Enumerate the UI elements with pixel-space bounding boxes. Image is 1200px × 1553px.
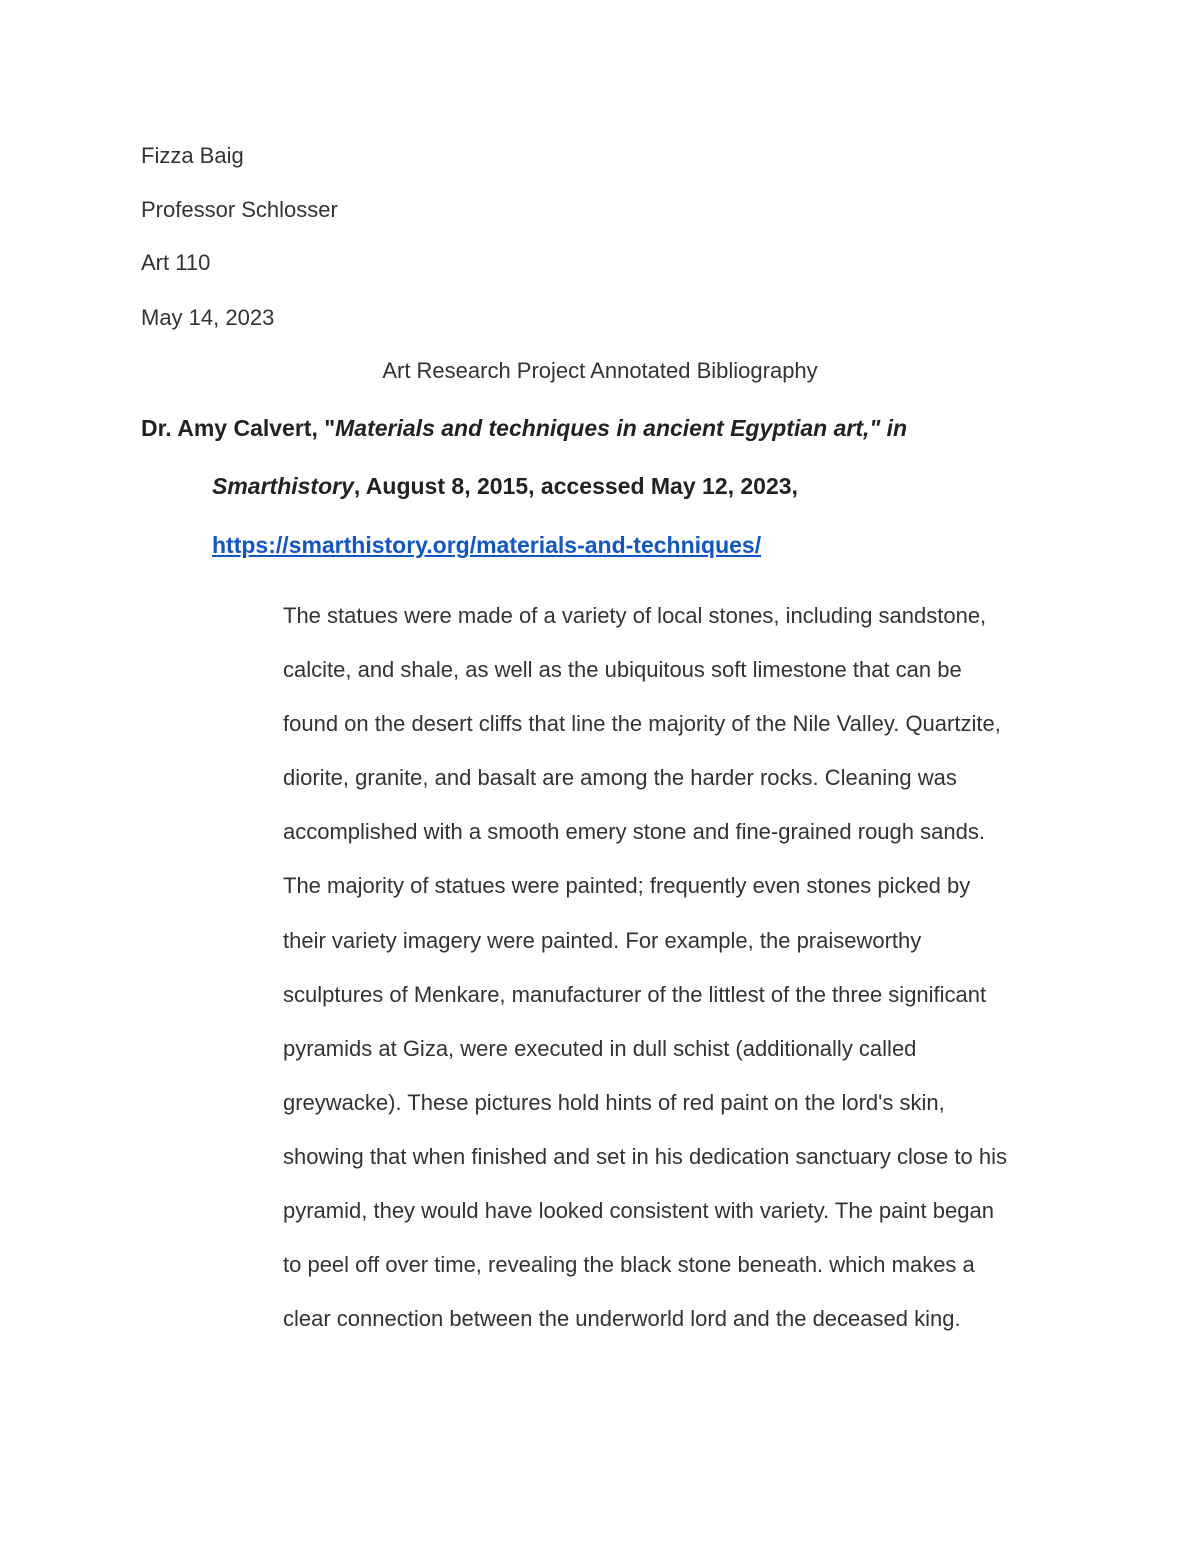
annotation-line: The majority of statues were painted; frequently even stones picked by — [283, 873, 971, 899]
annotation-line: calcite, and shale, as well as the ubiquitous soft limestone that can be — [283, 657, 962, 683]
citation-details: , August 8, 2015, accessed May 12, 2023, — [353, 473, 798, 499]
citation-line-2 — [212, 472, 798, 500]
annotation-line: accomplished with a smooth emery stone and fine-grained rough sands. — [283, 819, 985, 845]
professor-name: Professor Schlosser — [141, 197, 338, 222]
annotation-line: sculptures of Menkare, manufacturer of the littlest of the three significant — [283, 981, 987, 1007]
course-name: Art 110 — [141, 250, 211, 275]
student-name: Fizza Baig — [141, 143, 244, 168]
annotation-line: found on the desert cliffs that line the majority of the Nile Valley. Quartzite, — [283, 711, 1001, 737]
annotation-paragraph — [283, 589, 1073, 1346]
annotation-line: clear connection between the underworld lord and the deceased king. — [283, 1306, 961, 1332]
citation-line-1 — [141, 414, 907, 442]
citation-url-link[interactable]: https://smarthistory.org/materials-and-techniques/ — [212, 532, 762, 558]
citation-publication: Smarthistory — [212, 473, 354, 499]
annotation-line: diorite, granite, and basalt are among the harder rocks. Cleaning was — [283, 765, 957, 791]
citation-article-title: Materials and techniques in ancient Egyptian art," in — [335, 415, 908, 441]
annotation-line: showing that when finished and set in his dedication sanctuary close to his — [283, 1143, 1007, 1169]
annotation-line: pyramid, they would have looked consistent with variety. The paint began — [283, 1198, 994, 1224]
annotation-line: greywacke). These pictures hold hints of red paint on the lord's skin, — [283, 1089, 945, 1115]
annotation-line: pyramids at Giza, were executed in dull schist (additionally called — [283, 1035, 917, 1061]
citation-author: Dr. Amy Calvert, " — [141, 415, 336, 441]
document-date: May 14, 2023 — [141, 305, 275, 330]
annotation-line: The statues were made of a variety of local stones, including sandstone, — [283, 603, 987, 628]
document-title: Art Research Project Annotated Bibliography — [382, 358, 818, 383]
annotation-line: their variety imagery were painted. For example, the praiseworthy — [283, 927, 922, 953]
citation-line-3 — [212, 531, 761, 559]
annotation-line: to peel off over time, revealing the black stone beneath. which makes a — [283, 1252, 975, 1278]
